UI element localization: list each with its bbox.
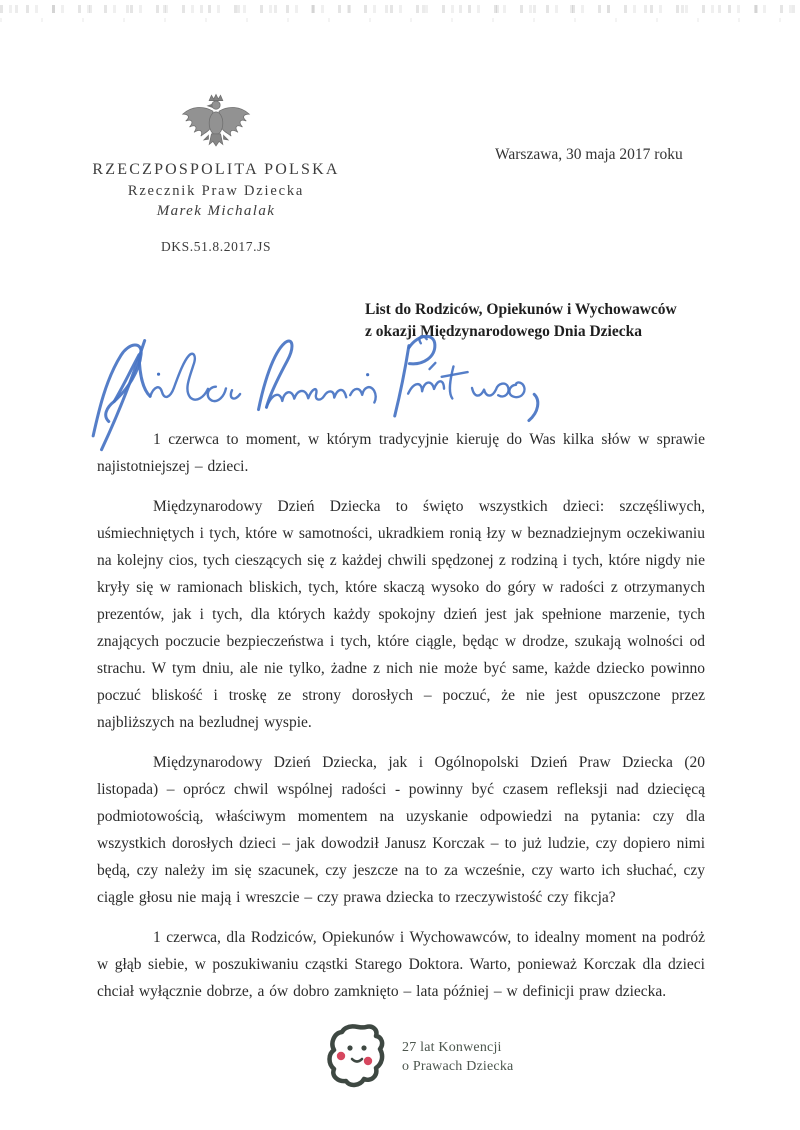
- poland-outline-smiley-logo: [326, 1024, 388, 1090]
- logo-smile: [352, 1059, 362, 1062]
- scan-artifact-band-2: [0, 18, 800, 22]
- letterhead: [85, 93, 347, 255]
- logo-cheek-right: [364, 1057, 372, 1065]
- letterhead-country: RZECZPOSPOLITA POLSKA: [92, 161, 340, 178]
- logo-cheek-left: [337, 1052, 345, 1060]
- footer-logo-text: [402, 1038, 513, 1076]
- dateline: Warszawa, 30 maja 2017 roku: [495, 146, 683, 163]
- letterhead-office: Rzecznik Praw Dziecka: [127, 183, 305, 199]
- footer-logo: [326, 1024, 513, 1090]
- paragraph-2: Międzynarodowy Dzień Dziecka to święto wszystkich dzieci: szczęśliwych, uśmiechniętych i tych, które w samotności, ukradkiem ronią łzy w beznadziejnym oczekiwaniu na kolejny cios, tych cieszących się z każdej chwili spędzonej z rodziną i tych, które nigdy nie kryły się w ramionach bliskich, tych, które skaczą wysoko do góry w radości z otrzymanych prezentów, jak i tych, dla których każdy spokojny dzień jest jak spełnione marzenie, tych znających poczucie bezpieczeństwa i tych, które ciągle, będąc w drodze, szukają wolności od strachu. W tym dniu, ale nie tylko, żadne z nich nie może być same, każde dziecko powinno poczuć bliskość i troskę ze strony dorosłych – poczuć, że nie jest opuszczone przez najbliższych na bezludnej wyspie.: [97, 498, 705, 731]
- reference-number: DKS.51.8.2017.JS: [160, 239, 272, 254]
- letter-title-line2: z okazji Międzynarodowego Dnia Dziecka: [365, 323, 642, 340]
- paragraph-4: 1 czerwca, dla Rodziców, Opiekunów i Wychowawców, to idealny moment na podróż w głąb siebie, w poszukiwaniu cząstki Starego Doktora. Warto, ponieważ Korczak dla dzieci chciał wyłącznie dobrze, a ów dobro zamknięto – lata później – w definicji praw dziecka.: [97, 929, 705, 1000]
- logo-eye-left: [347, 1045, 352, 1050]
- paragraph-3: Międzynarodowy Dzień Dziecka, jak i Ogólnopolski Dzień Praw Dziecka (20 listopada) – oprócz chwil wspólnej radości - powinny być czasem refleksji nad dziecięcą podmiotowością, właściwym momentem na uzyskanie odpowiedzi na pytania: czy dla wszystkich dorosłych dzieci – jak dowodził Janusz Korczak – to już ludzie, czy dopiero nimi będą, czy należy im się szacunek, czy jeszcze na to za wcześnie, czy warto ich słuchać, czy ciągle głosu nie mają i wreszcie – czy prawa dziecka to rzeczywistość czy fikcja?: [97, 754, 705, 906]
- letter-title-line1: List do Rodziców, Opiekunów i Wychowawców: [365, 301, 677, 318]
- logo-eye-right: [361, 1045, 366, 1050]
- footer-logo-text-line2: o Prawach Dziecka: [402, 1059, 514, 1074]
- polish-eagle-emblem: [178, 93, 254, 155]
- letterhead-signatory-name: Marek Michalak: [156, 203, 276, 219]
- scan-artifact-band: [0, 5, 800, 13]
- paragraph-1: 1 czerwca to moment, w którym tradycyjnie kieruję do Was kilka słów w sprawie najistotniejszej – dzieci.: [97, 431, 705, 475]
- letter-body: [97, 426, 705, 1018]
- footer-logo-text-line1: 27 lat Konwencji: [402, 1040, 502, 1055]
